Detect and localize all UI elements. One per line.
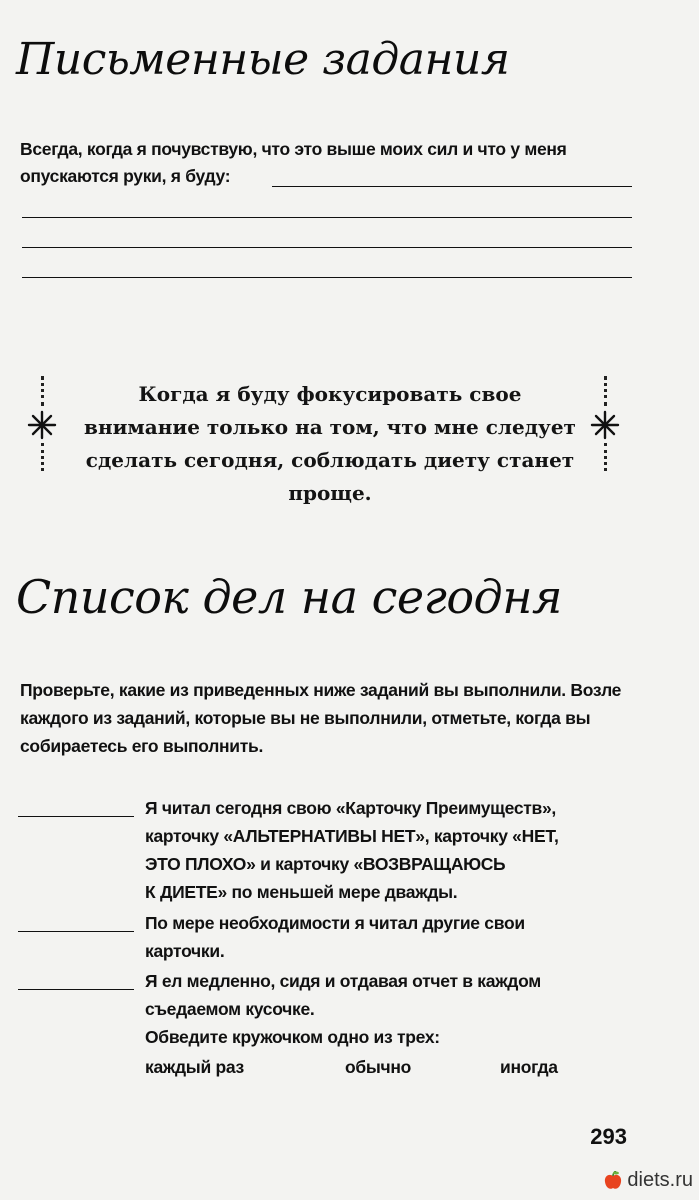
choice-every-time[interactable]: каждый раз: [145, 1057, 244, 1077]
todo-blank-line[interactable]: [18, 989, 134, 990]
quote-right-dots-top: [604, 376, 607, 406]
todo-blank-line[interactable]: [18, 931, 134, 932]
todo-item-text: Я ел медленно, сидя и отдавая отчет в каждом съедаемом кусочке. Обведите кружочком одно из трех:: [145, 971, 541, 1047]
page-number: 293: [590, 1124, 627, 1149]
star-icon: [590, 410, 620, 440]
answer-line[interactable]: [22, 277, 632, 278]
apple-icon: [603, 1171, 623, 1191]
todo-item-text: По мере необходимости я читал другие свои карточки.: [145, 913, 525, 961]
written-task-prompt: Всегда, когда я почувствую, что это выше моих сил и что у меня опускаются руки, я буду:: [20, 139, 567, 186]
choice-sometimes[interactable]: иногда: [500, 1057, 558, 1077]
quote-left-dots-bottom: [41, 443, 44, 471]
quote-left-dots-top: [41, 376, 44, 406]
answer-line[interactable]: [22, 247, 632, 248]
watermark-text: diets.ru: [627, 1169, 693, 1191]
motivational-quote: Когда я буду фокусировать свое внимание только на том, что мне следует сделать сегодня, соблюдать диету станет проще.: [84, 382, 576, 505]
star-icon: [27, 410, 57, 440]
todo-blank-line[interactable]: [18, 816, 134, 817]
page-title-written-tasks: Письменные задания: [16, 34, 510, 85]
answer-line[interactable]: [272, 186, 632, 187]
answer-line[interactable]: [22, 217, 632, 218]
choice-usually[interactable]: обычно: [345, 1057, 412, 1077]
todo-item-text: Я читал сегодня свою «Карточку Преимуществ», карточку «АЛЬТЕРНАТИВЫ НЕТ», карточку «НЕТ, ЭТО ПЛОХО» и карточку «ВОЗВРАЩАЮСЬ К ДИЕТЕ» по меньшей мере дважды.: [145, 798, 559, 902]
page-title-todo-list: Список дел на сегодня: [16, 570, 562, 624]
quote-right-dots-bottom: [604, 443, 607, 471]
site-watermark: [603, 1169, 693, 1192]
todo-instructions: Проверьте, какие из приведенных ниже заданий вы выполнили. Возле каждого из заданий, которые вы не выполнили, отметьте, когда вы собираетесь его выполнить.: [20, 680, 622, 756]
